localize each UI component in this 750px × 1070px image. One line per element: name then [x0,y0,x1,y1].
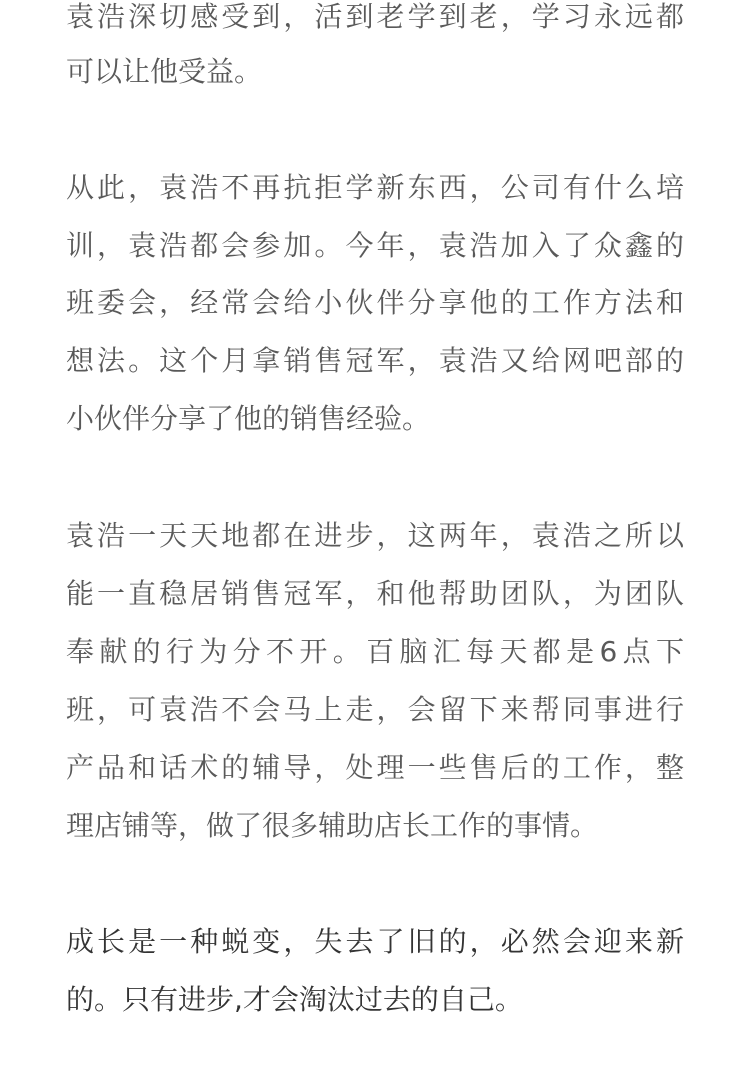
paragraph-line: 班委会，经常会给小伙伴分享他的工作方法和 [66,286,684,319]
paragraph-line: 奉献的行为分不开。百脑汇每天都是6点下 [66,635,684,668]
paragraph-line: 能一直稳居销售冠军，和他帮助团队，为团队 [66,577,684,610]
paragraph-line: 成长是一种蜕变，失去了旧的，必然会迎来新 [66,925,684,958]
paragraph-line: 的。只有进步,才会淘汰过去的自己。 [66,983,523,1016]
paragraph-line: 班，可袁浩不会马上走，会留下来帮同事进行 [66,693,684,726]
paragraph-line: 产品和话术的辅导，处理一些售后的工作，整 [66,751,684,784]
paragraph-line: 袁浩一天天地都在进步，这两年，袁浩之所以 [66,519,684,552]
paragraph-line: 训，袁浩都会参加。今年，袁浩加入了众鑫的 [66,229,684,262]
paragraph-line: 从此，袁浩不再抗拒学新东西，公司有什么培 [66,171,684,204]
paragraph-line: 想法。这个月拿销售冠军，袁浩又给网吧部的 [66,344,684,377]
paragraph-line: 可以让他受益。 [66,55,263,88]
paragraph-line: 小伙伴分享了他的销售经验。 [66,402,431,435]
paragraph-line: 理店铺等，做了很多辅助店长工作的事情。 [66,809,599,842]
paragraph-line: 袁浩深切感受到，活到老学到老，学习永远都 [66,0,684,33]
